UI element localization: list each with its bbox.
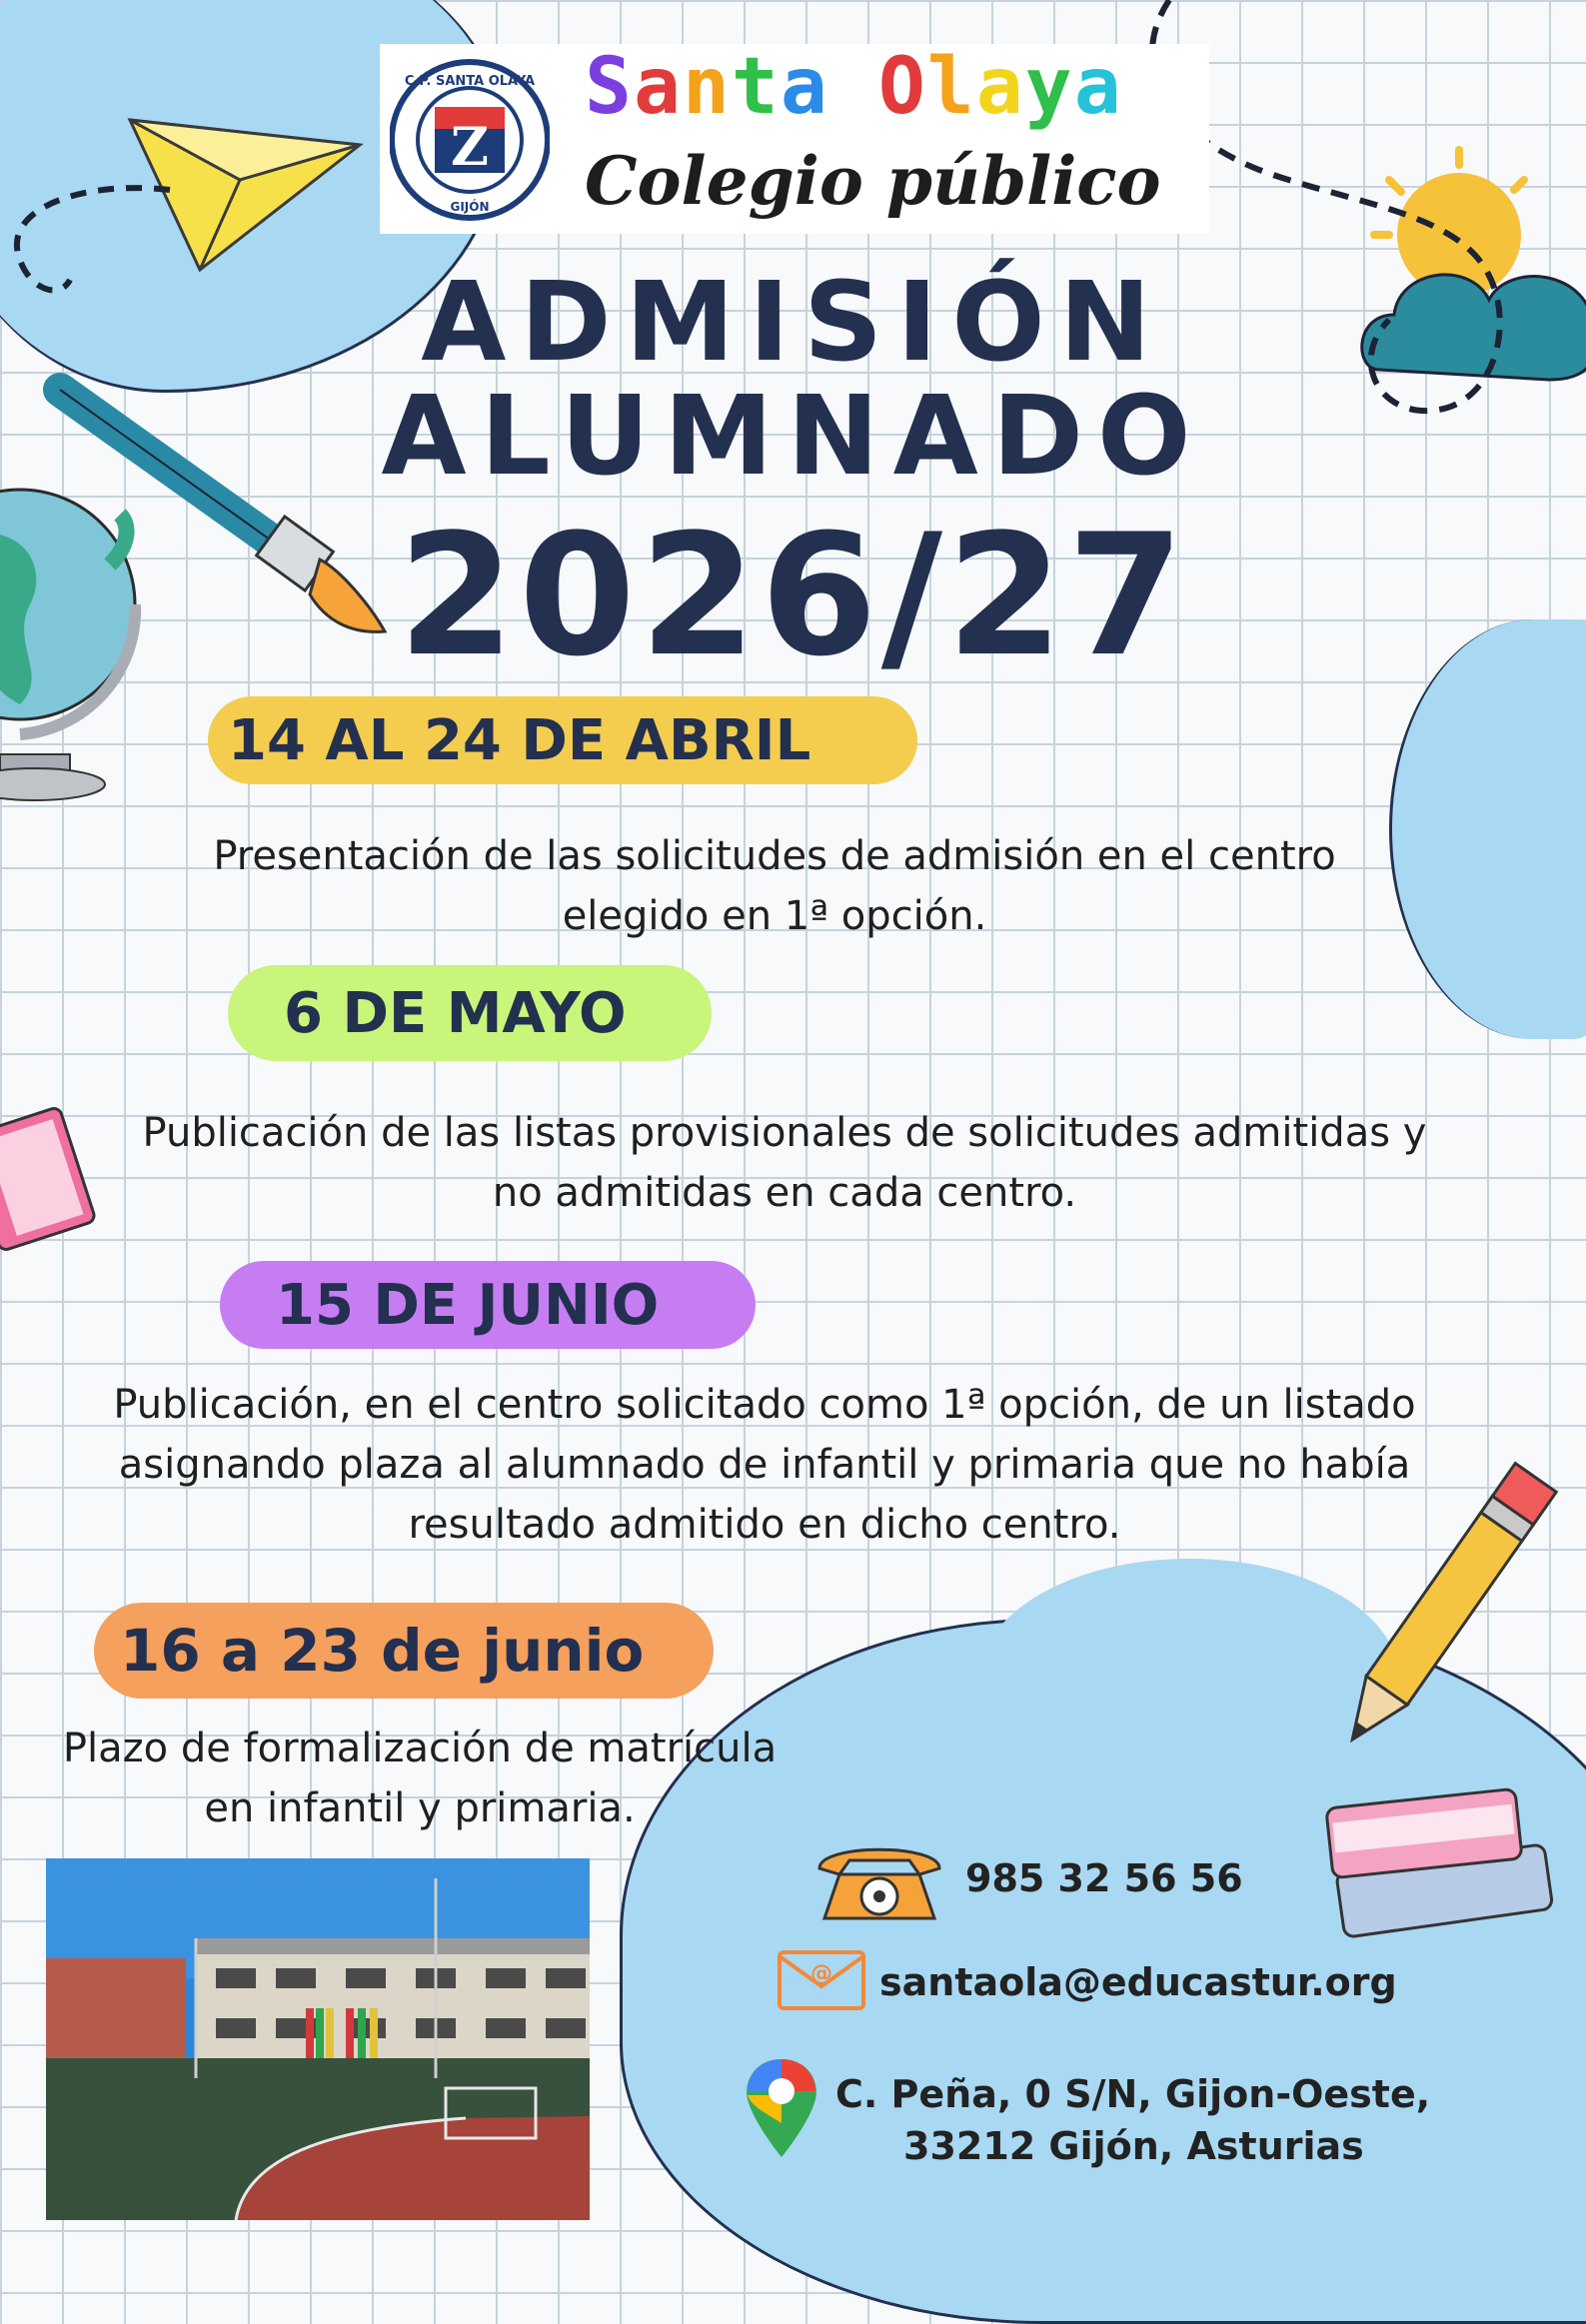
- school-name-letter: n: [682, 42, 732, 132]
- school-name-letter: y: [1024, 42, 1074, 132]
- title-line-2: ALUMNADO: [381, 372, 1205, 500]
- school-name-letter: l: [926, 42, 976, 132]
- description-june: [40, 1375, 1489, 1555]
- description-line: elegido en 1ª opción.: [562, 893, 987, 939]
- description-line: no admitidas en cada centro.: [492, 1170, 1077, 1216]
- email-icon: [776, 1948, 867, 2012]
- date-pill-june: [220, 1261, 756, 1349]
- phone-number[interactable]: 985 32 56 56: [965, 1856, 1243, 1900]
- school-name: [585, 42, 1123, 132]
- date-label: 14 AL 24 DE ABRIL: [228, 707, 811, 773]
- school-type: Colegio público: [585, 142, 1161, 220]
- books-icon: [1319, 1758, 1559, 1948]
- school-name-letter: a: [633, 42, 683, 132]
- address-line-1: C. Peña, 0 S/N, Gijon-Oeste,: [835, 2072, 1431, 2116]
- email-address[interactable]: santaola@educastur.org: [879, 1960, 1397, 2004]
- description-line: Publicación de las listas provisionales de solicitudes admitidas y: [142, 1110, 1427, 1156]
- phone-icon: [809, 1838, 949, 1928]
- description-line: Presentación de las solicitudes de admisión en el centro: [213, 833, 1336, 879]
- description-line: Publicación, en el centro solicitado como 1ª opción, de un listado: [113, 1382, 1416, 1428]
- school-seal-icon: [390, 55, 550, 225]
- seal-letter: Z: [451, 117, 489, 178]
- title-line-1: ADMISIÓN: [421, 258, 1165, 386]
- date-pill-enrollment: [94, 1603, 714, 1699]
- date-label: 15 DE JUNIO: [276, 1272, 660, 1338]
- school-name-letter: O: [877, 42, 927, 132]
- date-pill-april: [208, 696, 917, 784]
- description-line: Plazo de formalización de matrícula: [62, 1726, 778, 1771]
- date-label: 16 a 23 de junio: [120, 1617, 645, 1685]
- date-label: 6 DE MAYO: [284, 980, 627, 1046]
- school-name-letter: a: [975, 42, 1025, 132]
- school-name-letter: S: [585, 42, 634, 132]
- school-name-letter: a: [1073, 42, 1123, 132]
- svg-text:@: @: [810, 1961, 832, 1986]
- description-april: [100, 826, 1449, 946]
- date-pill-may: [228, 965, 712, 1061]
- address-line-2: 33212 Gijón, Asturias: [903, 2124, 1364, 2168]
- description-line: en infantil y primaria.: [204, 1785, 636, 1831]
- description-line: resultado admitido en dicho centro.: [408, 1502, 1121, 1548]
- seal-text-bottom: GIJÓN: [450, 200, 490, 214]
- school-name-letter: a: [780, 42, 829, 132]
- map-pin-icon: [740, 2053, 823, 2163]
- title-year: 2026/27: [398, 498, 1188, 693]
- description-line: asignando plaza al alumnado de infantil y primaria que no había: [118, 1442, 1411, 1488]
- school-name-letter: [829, 42, 878, 132]
- school-name-letter: t: [731, 42, 781, 132]
- seal-text-top: C.P. SANTA OLAYA: [404, 74, 536, 89]
- school-photo: [46, 1858, 590, 2220]
- description-may: [60, 1103, 1509, 1223]
- description-enrollment: [20, 1719, 819, 1838]
